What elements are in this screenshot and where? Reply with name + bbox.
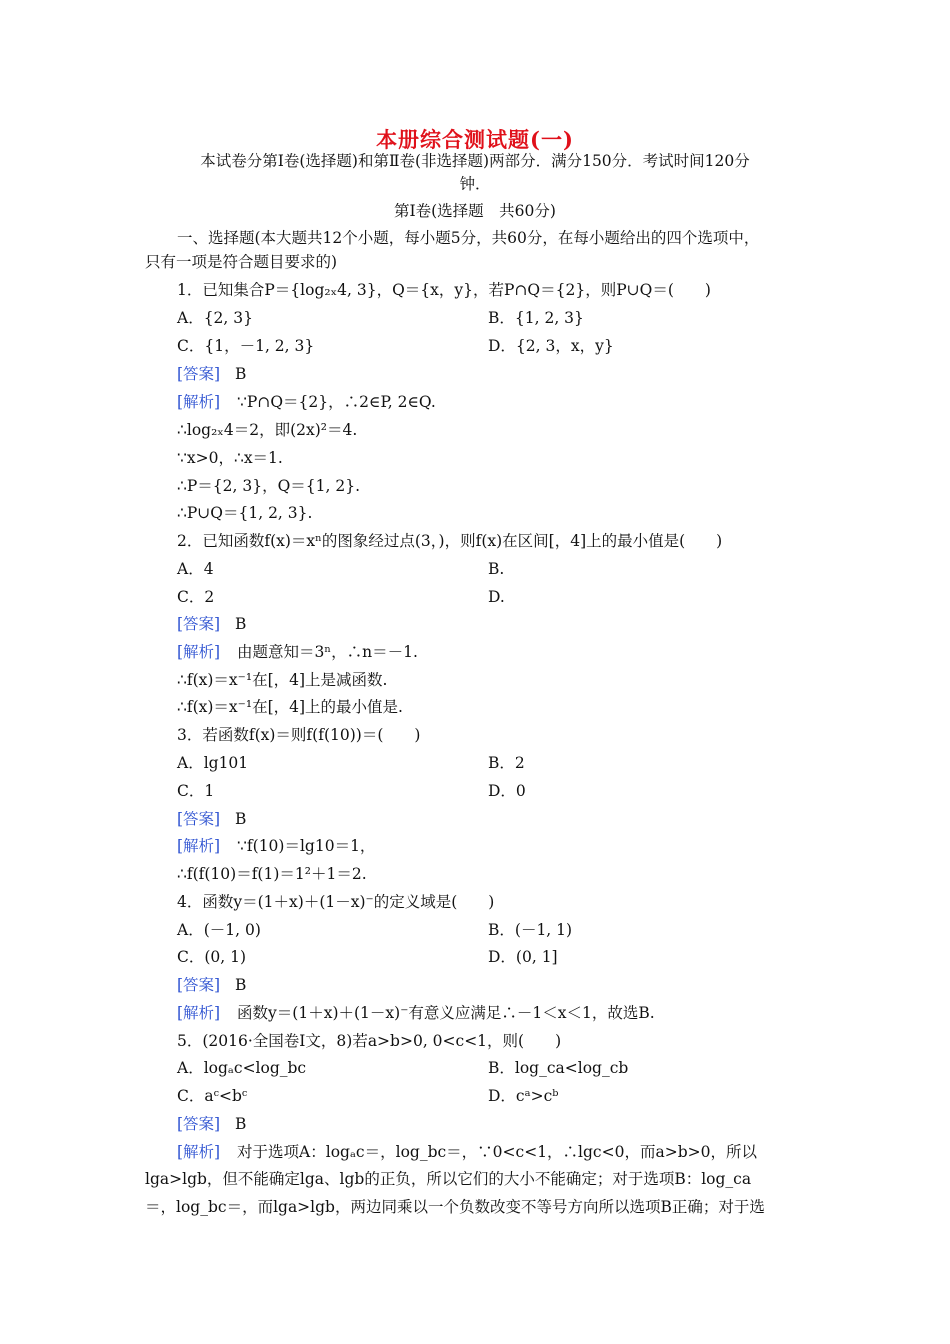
intro-line: 本试卷分第Ⅰ卷(选择题)和第Ⅱ卷(非选择题)两部分．满分150分．考试时间120分 [200,152,750,170]
analysis-row [177,642,418,662]
section-heading: 第Ⅰ卷(选择题 共60分) [394,202,556,220]
analysis-text: ∴P∪Q＝{1, 2, 3}. [177,504,313,522]
analysis-label: [解析] [177,1004,221,1022]
option-a: A．4 [177,560,214,578]
option-b: B．2 [488,754,525,772]
analysis-text: ∴f(x)＝x⁻¹在[，4]上的最小值是. [177,698,403,716]
analysis-text: ∴P＝{2, 3}，Q＝{1, 2}. [177,477,361,495]
answer-value: B [235,365,247,383]
answer-row [177,809,246,829]
analysis-row [177,836,375,856]
analysis-text: ∴f(x)＝x⁻¹在[，4]上是减函数. [177,671,388,689]
option-d: D．(0, 1] [488,948,558,966]
option-c: C．1 [177,782,215,800]
option-c: C．(0, 1) [177,948,247,966]
answer-value: B [235,1115,247,1133]
answer-row [177,614,246,634]
option-c: C．aᶜ<bᶜ [177,1087,248,1105]
analysis-text: 对于选项A：logₐc＝，log_bc＝，∵0<c<1，∴lgc<0，而a>b>0，所以 [237,1143,757,1161]
intro-line: 钟． [459,175,491,193]
part-instruction: 只有一项是符合题目要求的) [145,253,338,271]
analysis-row [177,392,436,412]
question-stem: 5．(2016·全国卷Ⅰ文，8)若a>b>0, 0<c<1，则( ) [177,1032,562,1050]
analysis-label: [解析] [177,837,221,855]
answer-row [177,975,246,995]
analysis-row [177,1142,757,1162]
answer-label: [答案] [177,976,221,994]
analysis-label: [解析] [177,643,221,661]
analysis-text: 函数y＝(1＋x)＋(1－x)⁻有意义应满足∴－1＜x＜1，故选B. [237,1004,655,1022]
analysis-text: 由题意知＝3ⁿ，∴n＝－1. [237,643,418,661]
analysis-text: ∵P∩Q＝{2}，∴2∈P, 2∈Q. [237,393,436,411]
option-a: A．{2, 3} [177,309,253,327]
answer-value: B [235,810,247,828]
option-c: C．{1，－1, 2, 3} [177,337,315,355]
option-b: B. [488,560,505,578]
answer-label: [答案] [177,615,221,633]
question-stem: 4．函数y＝(1＋x)＋(1－x)⁻的定义域是( ) [177,893,495,911]
analysis-text: lga>lgb，但不能确定lga、lgb的正负，所以它们的大小不能确定；对于选项B：log_ca [145,1170,752,1188]
option-b: B．{1, 2, 3} [488,309,584,327]
option-d: D．0 [488,782,526,800]
answer-row [177,364,246,384]
question-stem: 3．若函数f(x)＝则f(f(10))＝( ) [177,726,421,744]
analysis-text: ∴log₂ₓ4＝2，即(2x)²＝4. [177,421,358,439]
answer-label: [答案] [177,1115,221,1133]
option-d: D．{2, 3，x，y} [488,337,614,355]
answer-value: B [235,976,247,994]
option-a: A．lg101 [177,754,249,772]
answer-label: [答案] [177,365,221,383]
option-c: C．2 [177,588,215,606]
analysis-text: ＝，log_bc＝，而lga>lgb，两边同乘以一个负数改变不等号方向所以选项B正确；对于选 [145,1198,765,1216]
page-title: 本册综合测试题(一) [376,127,574,152]
analysis-text: ∵f(10)＝lg10＝1， [237,837,376,855]
analysis-text: ∴f(f(10)＝f(1)＝1²＋1＝2. [177,865,367,883]
option-d: D. [488,588,505,606]
question-stem: 2．已知函数f(x)＝xⁿ的图象经过点(3，)，则f(x)在区间[，4]上的最小值是( ) [177,532,723,550]
answer-label: [答案] [177,810,221,828]
analysis-label: [解析] [177,393,221,411]
analysis-row [177,1003,655,1023]
option-d: D．cᵃ>cᵇ [488,1087,559,1105]
part-instruction: 一、选择题(本大题共12个小题，每小题5分，共60分，在每小题给出的四个选项中， [177,229,760,247]
analysis-label: [解析] [177,1143,221,1161]
answer-value: B [235,615,247,633]
option-a: A．(－1, 0) [177,921,261,939]
answer-row [177,1114,246,1134]
analysis-text: ∵x>0，∴x＝1. [177,449,283,467]
option-b: B．(－1, 1) [488,921,573,939]
option-a: A．logₐc<log_bc [177,1059,307,1077]
option-b: B．log_ca<log_cb [488,1059,629,1077]
question-stem: 1．已知集合P＝{log₂ₓ4, 3}，Q＝{x，y}，若P∩Q＝{2}，则P∪Q＝( ) [177,281,711,299]
